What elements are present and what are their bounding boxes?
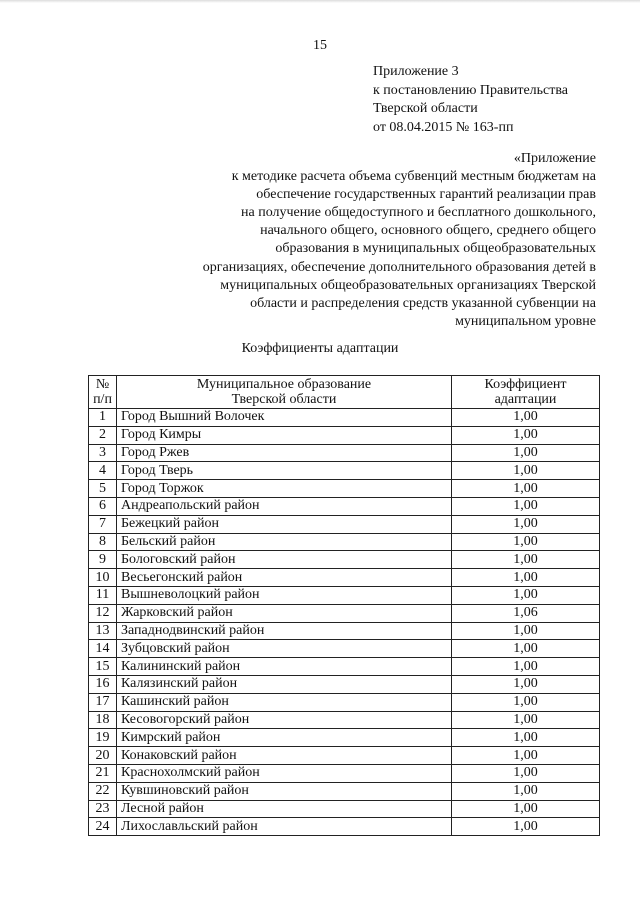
row-municipality: Краснохолмский район — [117, 764, 452, 782]
table-row — [89, 586, 600, 604]
method-line: муниципальных общеобразовательных организациях Тверской — [220, 277, 596, 293]
row-municipality: Город Тверь — [117, 462, 452, 480]
row-coefficient: 1,00 — [452, 569, 600, 587]
row-number: 23 — [89, 800, 117, 818]
header-coefficient-line: адаптации — [494, 392, 557, 407]
table-row — [89, 818, 600, 836]
row-municipality: Жарковский район — [117, 604, 452, 622]
row-number: 21 — [89, 764, 117, 782]
table-row — [89, 711, 600, 729]
row-municipality: Андреапольский район — [117, 497, 452, 515]
row-municipality: Калязинский район — [117, 675, 452, 693]
method-line: «Приложение — [513, 151, 596, 166]
row-municipality: Вышневолоцкий район — [117, 586, 452, 604]
table-row — [89, 533, 600, 551]
appendix-line: Тверской области — [373, 101, 478, 117]
row-number: 13 — [89, 622, 117, 640]
row-number: 24 — [89, 818, 117, 836]
row-coefficient: 1,00 — [452, 818, 600, 836]
table-row — [89, 515, 600, 533]
row-number: 7 — [89, 515, 117, 533]
method-line: обеспечение государственных гарантий реализации прав — [256, 187, 596, 203]
method-reference — [126, 150, 596, 331]
method-line: на получение общедоступного и бесплатного дошкольного, — [241, 205, 596, 221]
table-row — [89, 658, 600, 676]
table-row — [89, 764, 600, 782]
table-row — [89, 693, 600, 711]
method-line: к методике расчета объема субвенций местным бюджетам на — [231, 169, 596, 185]
row-municipality: Город Кимры — [117, 426, 452, 444]
row-municipality: Кашинский район — [117, 693, 452, 711]
row-municipality: Бологовский район — [117, 551, 452, 569]
row-number: 3 — [89, 444, 117, 462]
row-number: 10 — [89, 569, 117, 587]
row-coefficient: 1,00 — [452, 729, 600, 747]
row-municipality: Кесовогорский район — [117, 711, 452, 729]
row-number: 18 — [89, 711, 117, 729]
row-municipality: Город Ржев — [117, 444, 452, 462]
row-coefficient: 1,00 — [452, 711, 600, 729]
method-line: муниципальном уровне — [455, 313, 596, 329]
row-number: 17 — [89, 693, 117, 711]
appendix-line: от 08.04.2015 № 163-пп — [373, 119, 514, 135]
row-number: 8 — [89, 533, 117, 551]
row-municipality: Кимрский район — [117, 729, 452, 747]
row-number: 11 — [89, 586, 117, 604]
table-row — [89, 551, 600, 569]
row-coefficient: 1,00 — [452, 586, 600, 604]
row-coefficient: 1,00 — [452, 497, 600, 515]
row-coefficient: 1,00 — [452, 462, 600, 480]
row-coefficient: 1,00 — [452, 444, 600, 462]
row-number: 9 — [89, 551, 117, 569]
row-municipality: Кувшиновский район — [117, 782, 452, 800]
header-municipality-line: Тверской области — [231, 392, 337, 407]
table-row — [89, 747, 600, 765]
row-coefficient: 1,00 — [452, 480, 600, 498]
table-title: Коэффициенты адаптации — [241, 341, 399, 356]
table-row — [89, 569, 600, 587]
row-number: 5 — [89, 480, 117, 498]
table-row — [89, 409, 600, 427]
header-coefficient-line: Коэффициент — [484, 376, 567, 392]
table-row — [89, 729, 600, 747]
row-coefficient: 1,00 — [452, 800, 600, 818]
row-municipality: Зубцовский район — [117, 640, 452, 658]
row-number: 12 — [89, 604, 117, 622]
appendix-header — [373, 63, 568, 137]
row-municipality: Город Вышний Волочек — [117, 409, 452, 427]
row-coefficient: 1,00 — [452, 409, 600, 427]
table-row — [89, 640, 600, 658]
table-row — [89, 480, 600, 498]
table-row — [89, 782, 600, 800]
row-number: 15 — [89, 658, 117, 676]
scan-top-edge — [0, 0, 640, 3]
row-coefficient: 1,00 — [452, 622, 600, 640]
table-row — [89, 426, 600, 444]
row-municipality: Конаковский район — [117, 747, 452, 765]
row-coefficient: 1,00 — [452, 764, 600, 782]
row-coefficient: 1,00 — [452, 675, 600, 693]
row-coefficient: 1,00 — [452, 515, 600, 533]
row-number: 20 — [89, 747, 117, 765]
appendix-line: к постановлению Правительства — [373, 82, 569, 98]
method-line: образования в муниципальных общеобразовательных — [275, 241, 596, 257]
table-row — [89, 462, 600, 480]
header-number — [89, 376, 117, 409]
table-header-row — [89, 376, 600, 409]
row-municipality: Бежецкий район — [117, 515, 452, 533]
row-coefficient: 1,00 — [452, 658, 600, 676]
row-number: 6 — [89, 497, 117, 515]
row-municipality: Город Торжок — [117, 480, 452, 498]
appendix-line: Приложение 3 — [373, 64, 459, 79]
row-municipality: Калининский район — [117, 658, 452, 676]
row-coefficient: 1,00 — [452, 693, 600, 711]
row-number: 4 — [89, 462, 117, 480]
row-number: 2 — [89, 426, 117, 444]
row-number: 22 — [89, 782, 117, 800]
header-number-line: п/п — [93, 392, 112, 407]
row-municipality: Западнодвинский район — [117, 622, 452, 640]
row-municipality: Весьегонский район — [117, 569, 452, 587]
table-row — [89, 622, 600, 640]
method-line: организациях, обеспечение дополнительного образования детей в — [202, 259, 596, 275]
row-coefficient: 1,00 — [452, 640, 600, 658]
row-municipality: Лесной район — [117, 800, 452, 818]
row-number: 14 — [89, 640, 117, 658]
row-coefficient: 1,00 — [452, 426, 600, 444]
table-row — [89, 604, 600, 622]
row-number: 16 — [89, 675, 117, 693]
header-municipality-line: Муниципальное образование — [196, 376, 372, 392]
row-coefficient: 1,06 — [452, 604, 600, 622]
row-coefficient: 1,00 — [452, 533, 600, 551]
header-coefficient — [452, 376, 600, 409]
table-row — [89, 444, 600, 462]
row-municipality: Бельский район — [117, 533, 452, 551]
table-row — [89, 800, 600, 818]
coefficients-table — [88, 375, 600, 836]
row-coefficient: 1,00 — [452, 782, 600, 800]
row-coefficient: 1,00 — [452, 551, 600, 569]
header-municipality — [117, 376, 452, 409]
row-coefficient: 1,00 — [452, 747, 600, 765]
method-line: начального общего, основного общего, среднего общего — [260, 223, 596, 239]
row-municipality: Лихославльский район — [117, 818, 452, 836]
header-number-line: № — [95, 376, 110, 392]
page-number: 15 — [313, 38, 327, 53]
method-line: области и распределения средств указанной субвенции на — [250, 295, 596, 311]
row-number: 19 — [89, 729, 117, 747]
table-row — [89, 497, 600, 515]
row-number: 1 — [89, 409, 117, 427]
table-row — [89, 675, 600, 693]
